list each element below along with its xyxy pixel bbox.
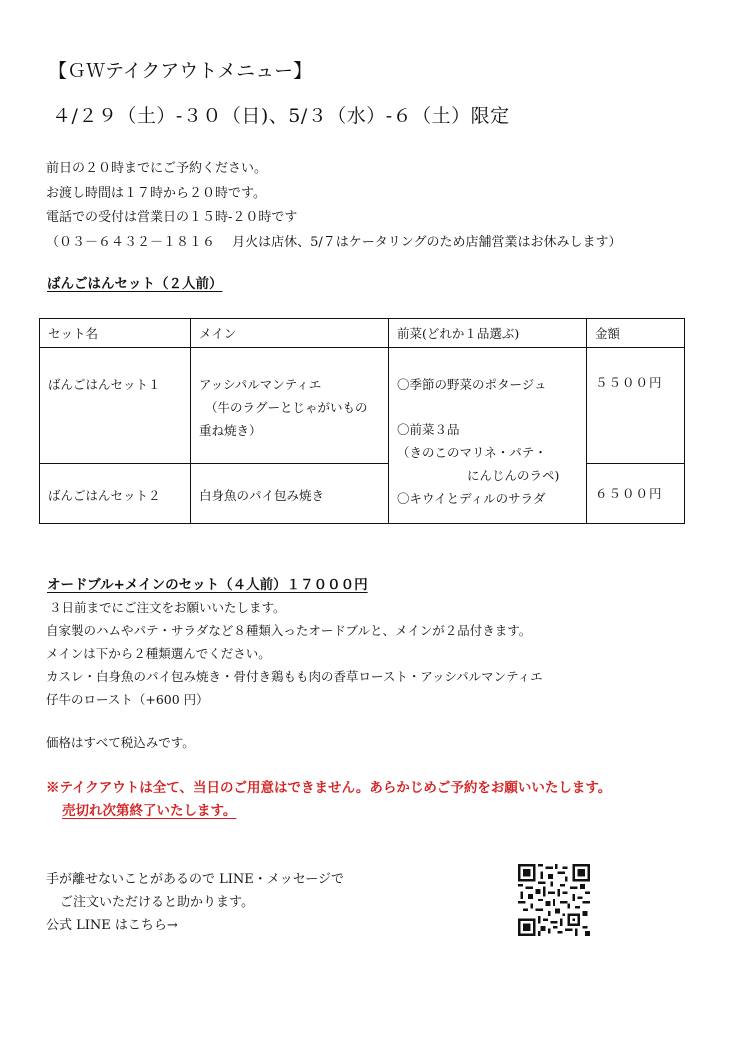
detail-line: 仔牛のロースト（+600 円） (46, 692, 209, 707)
set-menu-table (39, 318, 685, 524)
table-header-row (40, 319, 685, 348)
table-row (40, 348, 685, 464)
detail-line: カスレ・白身魚のパイ包み焼き・骨付き鶏もも肉の香草ロースト・アッシパルマンティエ (46, 669, 543, 684)
appetizer-item: 〇前菜３品 (397, 422, 460, 437)
hors-doeuvre-section-heading: オードブル+メインのセット（４人前）１７０００円 (47, 577, 368, 593)
table-row (40, 464, 685, 524)
price: ５５００円 (595, 375, 663, 390)
warning-notice (46, 777, 611, 823)
line-info-line: 公式 LINE はこちら→ (46, 918, 178, 933)
price: ６５００円 (595, 486, 663, 501)
appetizer-item: 〇キウイとディルのサラダ (397, 491, 546, 506)
set-name: ばんごはんセット１ (48, 377, 161, 392)
set-section-heading: ばんごはんセット（２人前） (47, 276, 223, 292)
qr-code-icon[interactable] (518, 864, 590, 936)
tax-note: 価格はすべて税込みです。 (46, 735, 195, 750)
detail-line: メインは下から２種類選んでください。 (46, 646, 271, 661)
appetizer-detail: にんじんのラペ) (467, 468, 560, 483)
appetizer-detail: （きのこのマリネ・パテ・ (397, 445, 547, 460)
main-dish: 白身魚のパイ包み焼き (199, 488, 325, 503)
appetizer-item: 〇季節の野菜のポタージュ (397, 377, 547, 392)
intro-notes (46, 157, 622, 255)
date-range: ４/２９（土）-３０（日)、5/３（水）-６（土）限定 (52, 105, 510, 127)
hors-doeuvre-details (46, 596, 543, 711)
intro-line: 前日の２０時までにご予約ください。 (46, 161, 268, 176)
intro-line: （０３－６４３２－１８１６ 月火は店休、5/７はケータリングのため店舗営業はお休みします） (46, 234, 622, 250)
page-title: 【ＧＷテイクアウトメニュー】 (48, 60, 313, 82)
warning-line: ※テイクアウトは全て、当日のご用意はできません。あらかじめご予約をお願いいたします。 (46, 780, 612, 796)
line-info-line: 手が離せないことがあるので LINE・メッセージで (46, 872, 344, 887)
detail-line: 自家製のハムやパテ・サラダなど８種類入ったオードブルと、メインが２品付きます。 (46, 623, 532, 638)
line-contact-info (46, 868, 344, 937)
line-info-line: ご注文いただけると助かります。 (60, 895, 254, 910)
main-dish: アッシパルマンティエ （牛のラグーとじゃがいもの 重ね焼き） (199, 377, 368, 438)
column-header: 前菜(どれか１品選ぶ) (397, 326, 520, 341)
set-name: ばんごはんセット２ (48, 488, 161, 503)
intro-line: 電話での受付は営業日の１５時-２０時です (46, 210, 298, 225)
sold-out-notice: 売切れ次第終了いたします。 (62, 803, 237, 819)
column-header: 金額 (595, 326, 621, 341)
column-header: メイン (199, 326, 237, 341)
column-header: セット名 (48, 326, 99, 341)
intro-line: お渡し時間は１７時から２０時です。 (46, 185, 266, 201)
detail-line: ３日前までにご注文をお願いいたします。 (49, 600, 286, 615)
appetizer-options (389, 348, 587, 524)
